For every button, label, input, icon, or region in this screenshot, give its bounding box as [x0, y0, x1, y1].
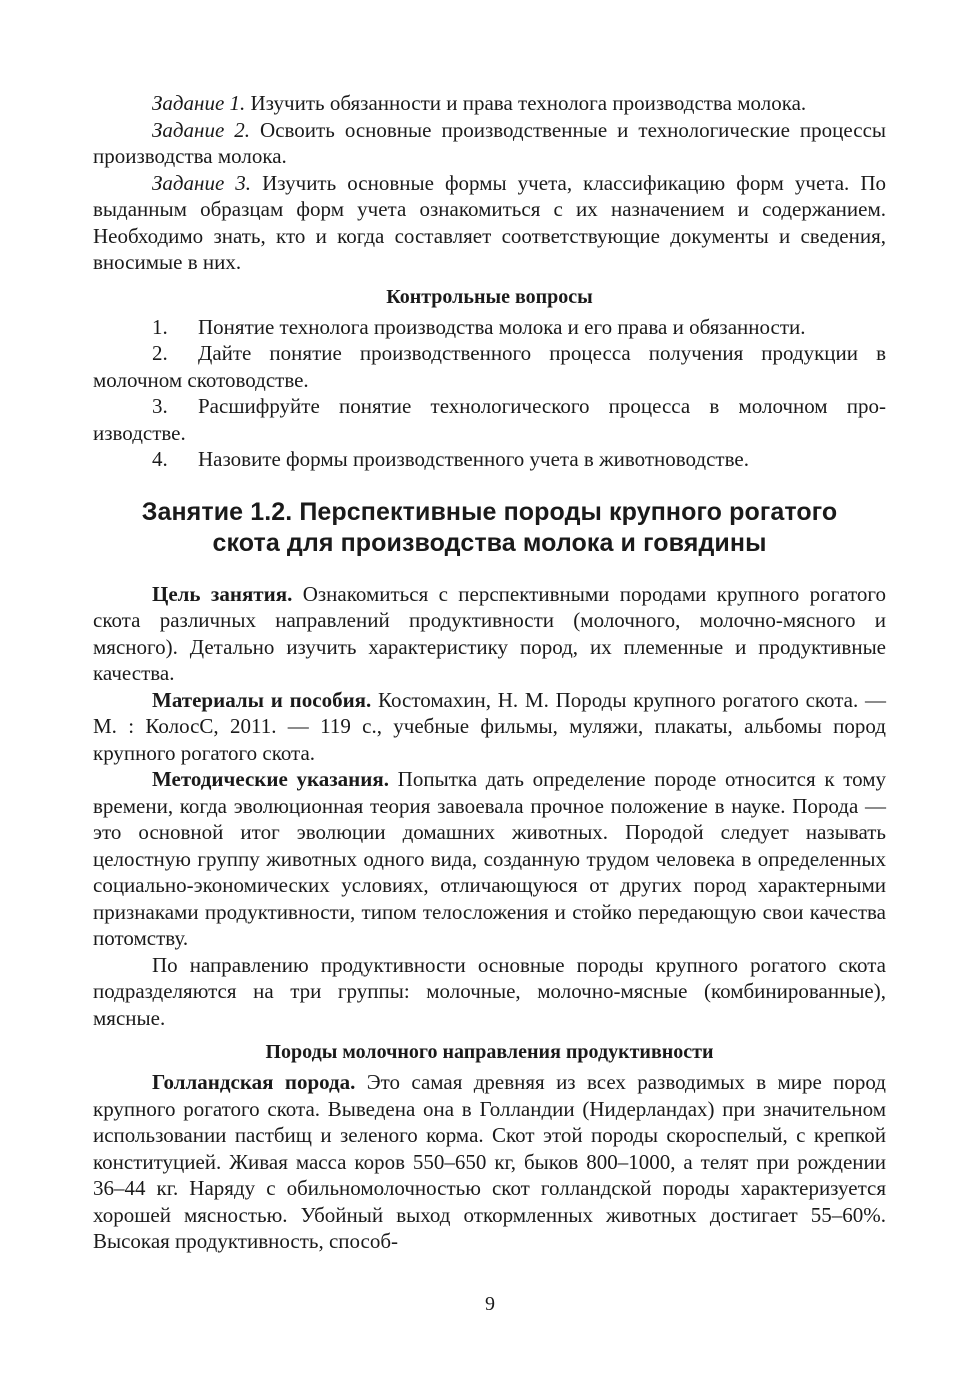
guidelines-text: Попытка дать определение породе относится к тому времени, когда эволюционная теория завоевала прочное положение в науке. Порода — это основной итог эволюции домашних животных. Породой следует называть целостную группу животных одного вида, созданную трудом человека в определенных социально-экономических условиях, отличающуюся от других пород характерными признаками продуктивности, типом телосложения и стойко передающую свои качества потомству. [93, 767, 886, 950]
task-2-label: Задание 2. [152, 117, 251, 142]
materials-label: Материалы и пособия. [152, 687, 372, 712]
materials-paragraph [93, 687, 886, 767]
question-1 [93, 314, 886, 341]
question-3 [93, 393, 886, 446]
question-2 [93, 340, 886, 393]
question-4-number: 4. [152, 447, 168, 471]
question-1-number: 1. [152, 314, 168, 339]
dairy-section-heading: Породы молочного направления продуктивности [265, 1041, 714, 1063]
question-4-text: Назовите формы производственного учета в животноводстве. [198, 447, 749, 471]
task-3-text: Изучить основные формы учета, классификацию форм учета. По выданным образцам форм учета ознакомиться с их назначением и содержанием. Необходимо знать, кто и когда составляет соответствующие документы и сведения, вносимые в них. [93, 170, 886, 274]
goal-label: Цель занятия. [152, 581, 293, 606]
question-2-number: 2. [152, 341, 168, 365]
dutch-breed-paragraph [93, 1069, 886, 1255]
lesson-title-line-2: скота для производства молока и говядины [212, 528, 767, 557]
materials-text: Костомахин, Н. М. Породы крупного рогатого скота. — М. : КолосС, 2011. — 119 с., учебные фильмы, муляжи, плакаты, альбомы пород крупного рогатого скота. [93, 687, 886, 765]
control-questions-heading: Контрольные вопросы [386, 285, 593, 308]
question-1-text: Понятие технолога производства молока и его права и обязанности. [198, 314, 806, 339]
question-2-text: Дайте понятие производственного процесса получения продукции в молочном скотоводстве. [93, 341, 886, 392]
question-3-number: 3. [152, 394, 168, 418]
question-3-text: Расшифруйте понятие технологического процесса в молочном производстве. [93, 394, 886, 445]
guidelines-label: Методические указания. [152, 767, 389, 791]
task-3 [93, 170, 886, 276]
goal-paragraph [93, 581, 886, 687]
task-2 [93, 117, 886, 170]
groups-paragraph: По направлению продуктивности основные породы крупного рогатого скота подразделяются на три группы: молочные, молочно-мясные (комбинированные), мясные. [93, 952, 886, 1030]
dutch-breed-label: Голландская порода. [152, 1070, 356, 1094]
page-number: 9 [485, 1293, 495, 1315]
task-1-label: Задание 1. [152, 91, 246, 115]
task-3-label: Задание 3. [152, 170, 252, 195]
task-1-text: Изучить обязанности и права технолога производства молока. [245, 91, 807, 115]
lesson-title-line-1: Занятие 1.2. Перспективные породы крупного рогатого [141, 497, 838, 526]
task-1 [93, 90, 886, 117]
dutch-breed-text: Это самая древняя из всех разводимых в мире пород крупного рогатого скота. Выведена она в Голландии (Нидерландах) при значительном использовании пастбищ и зеленого корма. Скот этой породы скороспелый, с крепкой конституцией. Живая масса коров 550–650 кг, быков 800–1000, а телят при рождении 36–44 кг. Наряду с обильномолочностью скот голландской породы характеризуется хорошей мясностью. Убойный выход откормленных животных достигает 55–60%. Высокая продуктивность, способ- [93, 1070, 886, 1253]
task-2-text: Освоить основные производственные и технологические процессы производства молока. [93, 117, 886, 168]
lesson-title [93, 497, 886, 559]
page-body [93, 90, 886, 1255]
goal-text: Ознакомиться с перспективными породами крупного рогатого скота различных направлений продуктивности (молочного, молочно-мясного и мясного). Детально изучить характеристику пород, их племенные и продуктивные качества. [93, 581, 887, 685]
question-4 [93, 446, 886, 473]
guidelines-paragraph [93, 766, 886, 952]
